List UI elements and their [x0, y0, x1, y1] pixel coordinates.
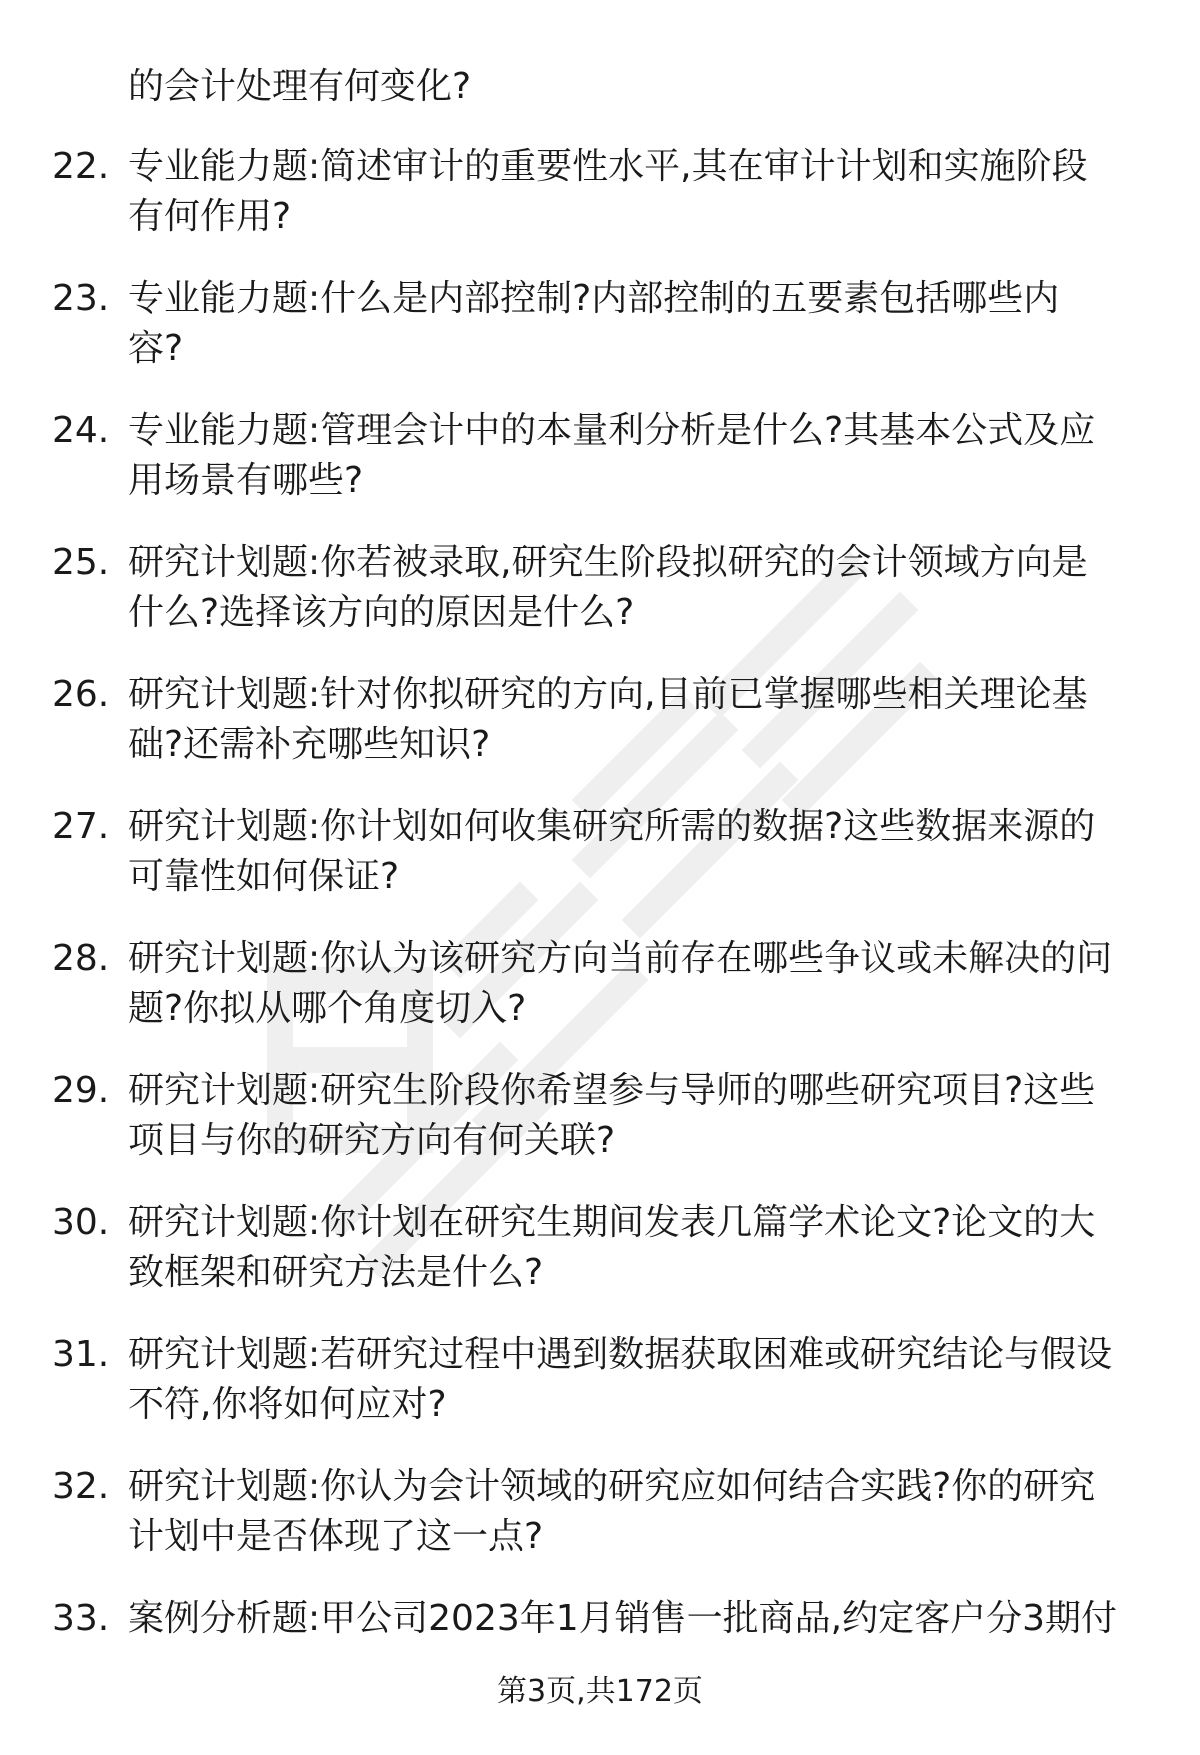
question-text: [128, 538, 1158, 638]
question-item: [0, 142, 1200, 274]
question-text-line: 研究计划题:研究生阶段你希望参与导师的哪些研究项目?这些: [128, 1070, 1096, 1111]
question-text-line: 可靠性如何保证?: [128, 856, 400, 897]
question-item: [0, 934, 1200, 1066]
question-item: [0, 1198, 1200, 1330]
question-text: [128, 1198, 1158, 1298]
question-text: [128, 802, 1158, 902]
question-number: 31.: [52, 1334, 110, 1375]
question-text-line: 础?还需补充哪些知识?: [128, 724, 491, 765]
question-item: [0, 538, 1200, 670]
question-number: 28.: [52, 938, 110, 979]
question-text: [128, 1330, 1158, 1430]
question-item: [0, 670, 1200, 802]
question-number: 33.: [52, 1598, 110, 1639]
question-item: [0, 802, 1200, 934]
question-text-line: 研究计划题:若研究过程中遇到数据获取困难或研究结论与假设: [128, 1334, 1113, 1375]
continued-question-text: 的会计处理有何变化?: [128, 66, 472, 107]
question-text: [128, 1594, 1158, 1644]
question-text-line: 研究计划题:针对你拟研究的方向,目前已掌握哪些相关理论基: [128, 674, 1088, 715]
question-number: 27.: [52, 806, 110, 847]
question-number: 23.: [52, 278, 110, 319]
question-text: [128, 274, 1158, 374]
question-text-line: 用场景有哪些?: [128, 460, 364, 501]
question-item: [0, 1066, 1200, 1198]
question-text-line: 专业能力题:简述审计的重要性水平,其在审计计划和实施阶段: [128, 146, 1088, 187]
question-number: 30.: [52, 1202, 110, 1243]
question-text-line: 研究计划题:你若被录取,研究生阶段拟研究的会计领域方向是: [128, 542, 1088, 583]
question-text: [128, 142, 1158, 242]
question-number: 26.: [52, 674, 110, 715]
question-item: [0, 406, 1200, 538]
question-text-line: 有何作用?: [128, 196, 292, 237]
question-text-line: 什么?选择该方向的原因是什么?: [128, 592, 635, 633]
question-text-line: 不符,你将如何应对?: [128, 1384, 447, 1425]
question-text-line: 专业能力题:管理会计中的本量利分析是什么?其基本公式及应: [128, 410, 1096, 451]
question-number: 22.: [52, 146, 110, 187]
question-item: [0, 274, 1200, 406]
question-item: [0, 1462, 1200, 1594]
question-text-line: 题?你拟从哪个角度切入?: [128, 988, 527, 1029]
question-number: 25.: [52, 542, 110, 583]
question-text-line: 项目与你的研究方向有何关联?: [128, 1120, 616, 1161]
page-number-footer: 第3页,共172页: [497, 1674, 703, 1709]
question-text-line: 研究计划题:你计划在研究生期间发表几篇学术论文?论文的大: [128, 1202, 1096, 1243]
question-text-line: 容?: [128, 328, 184, 369]
question-number: 24.: [52, 410, 110, 451]
question-text: [128, 1066, 1158, 1166]
question-text: [128, 670, 1158, 770]
question-text: [128, 406, 1158, 506]
question-number: 29.: [52, 1070, 110, 1111]
question-text: [128, 1462, 1158, 1562]
question-text-line: 研究计划题:你认为会计领域的研究应如何结合实践?你的研究: [128, 1466, 1096, 1507]
question-item: [0, 1330, 1200, 1462]
question-list: [0, 142, 1200, 1726]
question-text-line: 专业能力题:什么是内部控制?内部控制的五要素包括哪些内: [128, 278, 1060, 319]
question-text-line: 计划中是否体现了这一点?: [128, 1516, 544, 1557]
question-number: 32.: [52, 1466, 110, 1507]
question-text-line: 致框架和研究方法是什么?: [128, 1252, 544, 1293]
question-text-line: 研究计划题:你认为该研究方向当前存在哪些争议或未解决的问: [128, 938, 1113, 979]
question-text-line: 案例分析题:甲公司2023年1月销售一批商品,约定客户分3期付: [128, 1598, 1117, 1639]
question-text: [128, 934, 1158, 1034]
question-text-line: 研究计划题:你计划如何收集研究所需的数据?这些数据来源的: [128, 806, 1096, 847]
